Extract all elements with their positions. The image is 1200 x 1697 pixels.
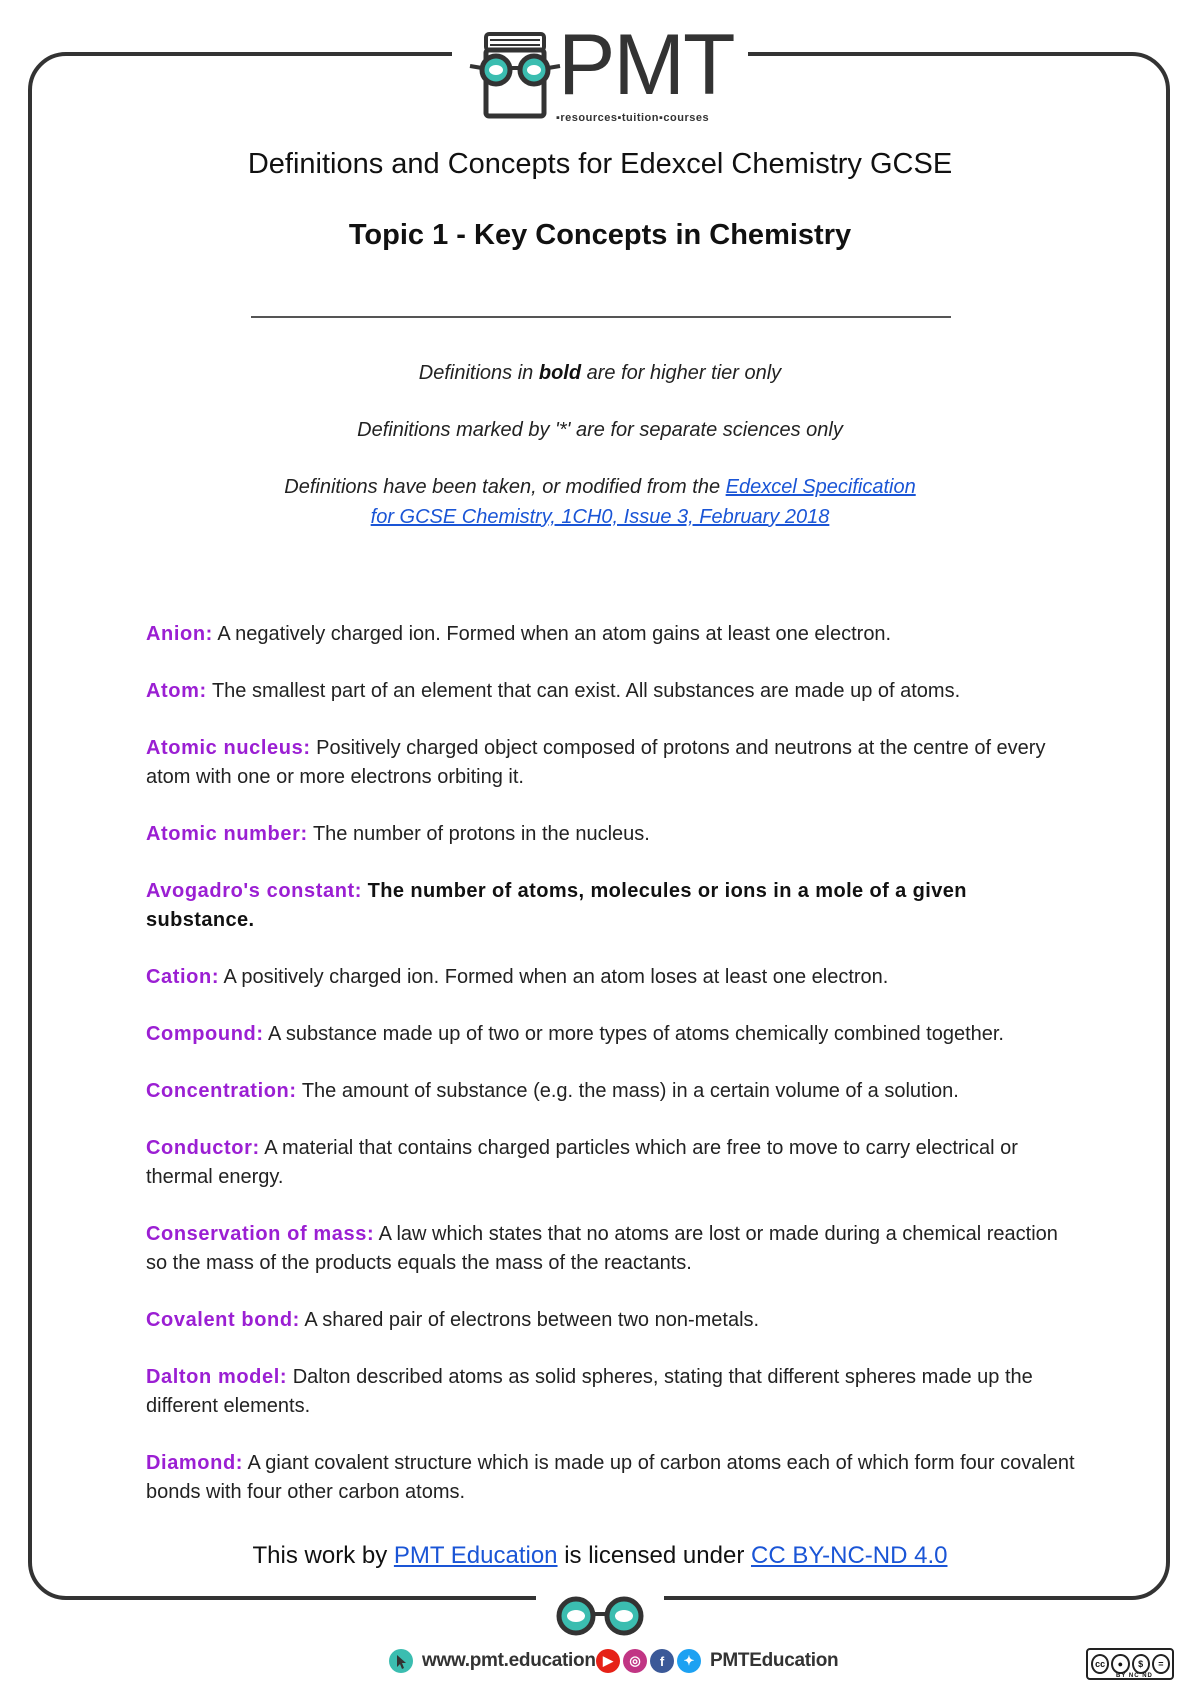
cc-caption: BY NC ND bbox=[1116, 1673, 1153, 1679]
facebook-icon[interactable]: f bbox=[650, 1649, 674, 1673]
definition-item bbox=[146, 1134, 1076, 1192]
definition-item bbox=[146, 1449, 1076, 1507]
definition-term: Cation: bbox=[146, 966, 220, 988]
source-note: Definitions have been taken, or modified from the Edexcel Specification bbox=[284, 476, 916, 498]
social-handle: PMTEducation bbox=[710, 1650, 839, 1671]
definition-item bbox=[146, 963, 1076, 992]
twitter-icon[interactable]: ✦ bbox=[677, 1649, 701, 1673]
document-title: Definitions and Concepts for Edexcel Chemistry GCSE bbox=[247, 148, 953, 180]
specification-link-line2[interactable]: for GCSE Chemistry, 1CH0, Issue 3, February 2018 bbox=[370, 506, 830, 528]
definition-term: Anion: bbox=[146, 623, 213, 645]
glasses-icon bbox=[548, 1594, 652, 1638]
separate-sciences-note: Definitions marked by '*' are for separate sciences only bbox=[357, 419, 843, 441]
definition-term: Conductor: bbox=[146, 1137, 260, 1159]
definition-text: A positively charged ion. Formed when an atom loses at least one electron. bbox=[223, 966, 889, 988]
definitions-list bbox=[146, 620, 1076, 1535]
higher-tier-note: Definitions in bold are for higher tier only bbox=[418, 362, 782, 384]
specification-link[interactable]: Edexcel Specification bbox=[725, 476, 916, 498]
definition-term: Dalton model: bbox=[146, 1366, 288, 1388]
definition-term: Concentration: bbox=[146, 1080, 297, 1102]
definition-text: Dalton described atoms as solid spheres, stating that different spheres made up the different elements. bbox=[146, 1366, 1033, 1417]
definition-text: Positively charged object composed of protons and neutrons at the centre of every atom with one or more electrons orbiting it. bbox=[146, 737, 1046, 788]
definition-text: A giant covalent structure which is made up of carbon atoms each of which form four covalent bonds with four other carbon atoms. bbox=[146, 1452, 1075, 1503]
definition-text: A shared pair of electrons between two non-metals. bbox=[304, 1309, 760, 1331]
definition-text: The smallest part of an element that can exist. All substances are made up of atoms. bbox=[211, 680, 961, 702]
definition-item bbox=[146, 1077, 1076, 1106]
license-line: This work by PMT Education is licensed under CC BY-NC-ND 4.0 bbox=[252, 1542, 948, 1569]
title-divider bbox=[251, 316, 951, 318]
cc-icon: cc bbox=[1091, 1654, 1109, 1674]
definition-item-higher-tier bbox=[146, 877, 1076, 935]
youtube-icon[interactable]: ▶ bbox=[596, 1649, 620, 1673]
definition-item bbox=[146, 620, 1076, 649]
definition-item bbox=[146, 1020, 1076, 1049]
nd-icon: = bbox=[1152, 1654, 1170, 1674]
pmt-logo bbox=[468, 17, 738, 128]
website-text: www.pmt.education bbox=[422, 1650, 596, 1671]
definition-term: Atomic number: bbox=[146, 823, 308, 845]
definition-item bbox=[146, 1220, 1076, 1278]
definition-term: Compound: bbox=[146, 1023, 264, 1045]
definition-term: Conservation of mass: bbox=[146, 1223, 375, 1245]
definition-term: Covalent bond: bbox=[146, 1309, 300, 1331]
footer-website[interactable] bbox=[388, 1646, 596, 1676]
cc-license-link[interactable]: CC BY-NC-ND 4.0 bbox=[750, 1542, 948, 1569]
logo-tagline: ▪resources▪tuition▪courses bbox=[556, 112, 710, 124]
owl-glasses-icon bbox=[468, 28, 564, 124]
source-note-line2 bbox=[0, 506, 1200, 529]
instagram-icon[interactable]: ◎ bbox=[623, 1649, 647, 1673]
definition-term: Diamond: bbox=[146, 1452, 244, 1474]
definition-term: Atomic nucleus: bbox=[146, 737, 311, 759]
nc-icon: $ bbox=[1132, 1654, 1150, 1674]
definition-item bbox=[146, 734, 1076, 792]
definition-text: The amount of substance (e.g. the mass) in a certain volume of a solution. bbox=[301, 1080, 959, 1102]
definition-text: A substance made up of two or more types of atoms chemically combined together. bbox=[268, 1023, 1004, 1045]
definition-term: Atom: bbox=[146, 680, 207, 702]
social-links bbox=[596, 1646, 838, 1676]
pmt-education-link[interactable]: PMT Education bbox=[393, 1542, 558, 1569]
definition-text: A negatively charged ion. Formed when an atom gains at least one electron. bbox=[217, 623, 892, 645]
definition-item bbox=[146, 1363, 1076, 1421]
topic-title: Topic 1 - Key Concepts in Chemistry bbox=[348, 219, 852, 251]
definition-item bbox=[146, 820, 1076, 849]
definition-term: Avogadro's constant: bbox=[146, 880, 363, 902]
definition-text: A law which states that no atoms are lost or made during a chemical reaction so the mass of the products equals the mass of the reactants. bbox=[146, 1223, 1058, 1274]
cursor-icon bbox=[388, 1648, 414, 1674]
definition-text: A material that contains charged particles which are free to move to carry electrical or thermal energy. bbox=[146, 1137, 1018, 1188]
by-icon: ● bbox=[1111, 1654, 1129, 1674]
definition-item bbox=[146, 677, 1076, 706]
definition-text: The number of atoms, molecules or ions in a mole of a given substance. bbox=[146, 880, 967, 931]
cc-license-badge[interactable] bbox=[1086, 1648, 1174, 1680]
definition-text: The number of protons in the nucleus. bbox=[312, 823, 650, 845]
bold-word: bold bbox=[538, 362, 582, 384]
definition-item bbox=[146, 1306, 1076, 1335]
logo-text: PMT bbox=[558, 17, 734, 113]
